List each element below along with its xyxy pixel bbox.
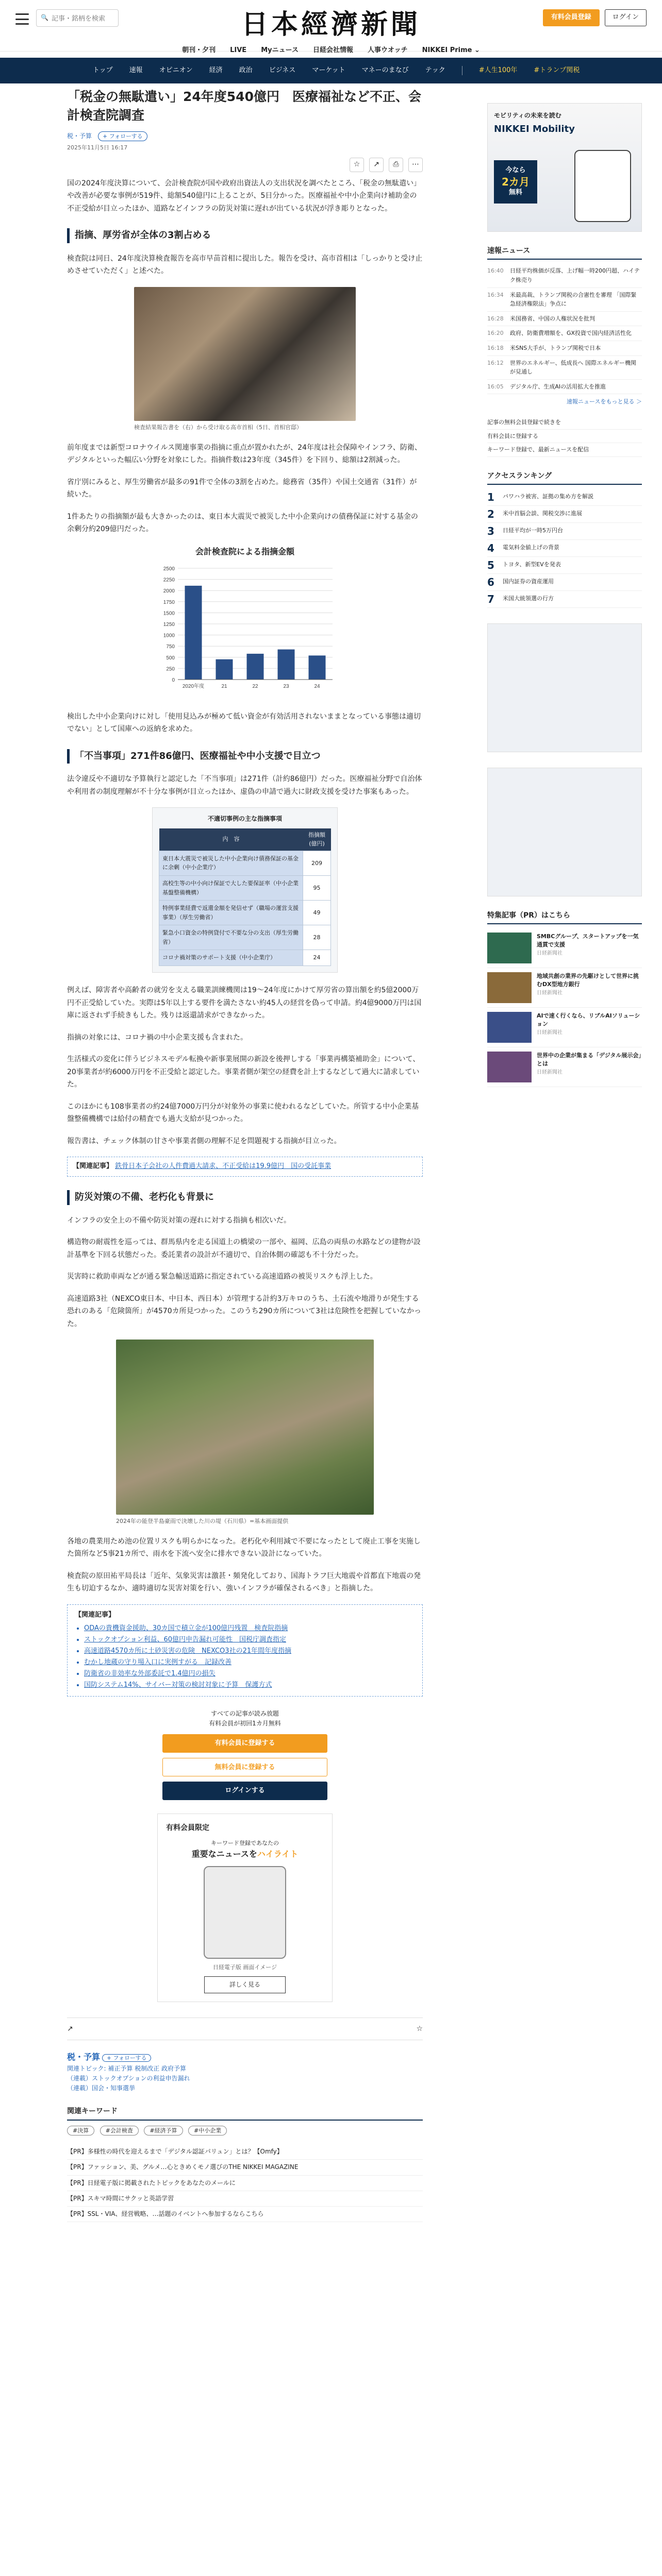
- news-more-link[interactable]: 速報ニュースをもっと見る ＞: [567, 398, 642, 405]
- rank-number: 7: [487, 593, 494, 606]
- keyword-heading: 関連キーワード: [67, 2106, 423, 2120]
- news-text: デジタル庁、生成AIの活用拡大を推進: [510, 383, 606, 390]
- feature-source: 日経新聞社: [537, 1070, 562, 1076]
- article-title: 「税金の無駄遣い」24年度540億円 医療福祉など不正、会計検査院調査: [67, 89, 421, 123]
- table-cell: 209: [303, 851, 331, 875]
- news-item[interactable]: [487, 288, 642, 312]
- paragraph: このほかにも108事業者の約24億7000万円分が対象外の事業に使われるなどしていた。所管する中小企業基盤整備機構では給付の精査でも過大支給が見つかった。: [67, 1102, 419, 1124]
- topic-follow-button[interactable]: + フォローする: [102, 2054, 152, 2062]
- ranking-item[interactable]: [487, 489, 642, 506]
- paragraph: 省庁別にみると、厚生労働省が最多の91件で全体の3割を占めた。総務省（35件）や国土交通省（31件）が続いた。: [67, 478, 417, 499]
- trial-button[interactable]: 有料会員登録: [543, 9, 600, 26]
- ranking-item[interactable]: [487, 506, 642, 523]
- y-tick-label: 2500: [163, 566, 175, 572]
- site-logo[interactable]: 日本經濟新聞: [241, 9, 421, 40]
- table-cell: 49: [303, 901, 331, 925]
- sidebar-ad[interactable]: [487, 103, 642, 232]
- paragraph: 報告書は、チェック体制の甘さや事業者側の理解不足を問題視する指摘が目立った。: [67, 1137, 341, 1145]
- paragraph: 国の2024年度決算について、会計検査院が国や政府出資法人の支出状況を調べたところ、「税金の無駄遣い」や改善が必要な事例が519件、総額540億円に上ることが、5日分かった。医療福祉や中小企業向け補助金の不正受給が目立ったほか、道路などインフラの防災対策に遅れが出ている状況が浮き彫りとなった。: [67, 179, 421, 213]
- table-head-cell: 指摘額(億円): [303, 828, 331, 851]
- ad-badge-c: 無料: [508, 188, 522, 196]
- sidebar-ad-2[interactable]: [487, 623, 642, 752]
- news-time: 16:18: [487, 344, 504, 351]
- sidebar-notices: [487, 416, 642, 457]
- related-link[interactable]: • ODAの貴機資金援助、30カ国で積立金が100億円残置 検査院指摘: [84, 1623, 415, 1634]
- findings-table: [152, 807, 338, 973]
- photo-landslide[interactable]: [116, 1340, 374, 1515]
- rank-text: パワハラ被害、証拠の集め方を解説: [503, 493, 593, 500]
- photo-ceremony[interactable]: [134, 287, 356, 421]
- photo-caption: 検査結果報告書を（右）から受け取る高市首相（5日、首相官邸）: [134, 423, 302, 431]
- pr-list: [67, 2144, 423, 2222]
- paragraph: 検査院は同日、24年度決算検査報告を高市早苗首相に提出した。報告を受け、高市首相は「しっかりと受け止めさせていただく」と述べた。: [67, 254, 423, 276]
- member-headline: [166, 1848, 324, 1861]
- y-tick-label: 250: [166, 666, 175, 672]
- free-register-button[interactable]: 無料会員に登録する: [162, 1758, 327, 1776]
- article-footer-tools: [67, 2018, 423, 2040]
- paragraph: 1件あたりの指摘額が最も大きかったのは、東日本大震災で被災した中小企業向けの債務保証に対する基金の余剰分約209億円だった。: [67, 512, 418, 534]
- article-date: 2025年11月5日 16:17: [67, 144, 128, 151]
- news-time: 16:12: [487, 359, 504, 366]
- site-header: [0, 0, 662, 52]
- bar: [309, 656, 326, 680]
- rank-text: 電気料金値上げの背景: [503, 544, 559, 551]
- paywall-login-button[interactable]: ログインする: [162, 1782, 327, 1800]
- y-tick-label: 500: [166, 655, 175, 661]
- rank-number: 3: [487, 525, 494, 538]
- topic-section: [67, 2050, 423, 2093]
- paragraph: 災害時に救助車両などが通る緊急輸送道路に指定されている高速道路の被災リスクも浮上した。: [67, 1273, 377, 1281]
- ranking-item[interactable]: [487, 591, 642, 608]
- table-header: [159, 828, 331, 851]
- ranking-item[interactable]: [487, 557, 642, 574]
- table-cell: 高校生等の中小向け保証で大した要保証率（中小企業基盤整備機構）: [159, 875, 303, 900]
- subnav-item[interactable]: 人事ウオッチ: [367, 46, 408, 54]
- news-item[interactable]: [487, 341, 642, 356]
- news-time: 16:05: [487, 383, 504, 390]
- rank-number: 5: [487, 559, 494, 572]
- y-tick-label: 2250: [163, 577, 175, 583]
- ranking-heading: アクセスランキング: [487, 470, 642, 485]
- ranking-list: [487, 489, 642, 608]
- chart-title: 会計検査院による指摘金額: [195, 546, 294, 556]
- member-subtext: キーワード登録であなたの: [211, 1839, 279, 1846]
- news-time: 16:20: [487, 330, 504, 337]
- feature-title: SMBCグループ、スタートアップを一気通貫で支援: [537, 933, 639, 948]
- feature-title: AIで速く行くなら、リブルAIソリューション: [537, 1012, 640, 1028]
- related-label: 【関連記事】: [73, 1162, 113, 1171]
- related-link[interactable]: • ストックオプション利益、60億円申告漏れ可能性 国税庁調査指定: [84, 1634, 415, 1646]
- paywall: [67, 1709, 423, 1800]
- ranking-item[interactable]: [487, 574, 642, 591]
- pr-item[interactable]: 【PR】多様性の時代を迎えるまで「デジタル認証パリュン」とは？【Omfy】: [67, 2144, 423, 2160]
- subnav-item[interactable]: LIVE: [230, 46, 247, 54]
- bar: [185, 586, 202, 680]
- x-tick-label: 21: [221, 684, 227, 690]
- member-promo: [157, 1814, 333, 2002]
- rank-text: 日経平均が一時5万円台: [503, 527, 563, 534]
- y-tick-label: 750: [166, 644, 175, 650]
- search-icon: 🔍: [41, 14, 48, 22]
- keyword-tag[interactable]: #決算: [67, 2126, 94, 2136]
- paragraph: 検査院の原田祐平局長は「近年、気象災害は激甚・頻発化しており、国海トラフ巨大地震や首都直下地震の発生も切迫するなか、適時適切な災害対策を行い、強いインフラが確保されるべき」と指摘した。: [67, 1571, 421, 1593]
- share-icon[interactable]: ↗: [369, 158, 384, 172]
- paragraph: 検出した中小企業向けに対し「使用見込みが極めて低い資金が有効活用されないままとなっている事態は適切でない」として国庫への返納を求めた。: [67, 712, 421, 734]
- photo-caption: 2024年の能登半島豪雨で決壊した川の堤（石川県）=基本画面提供: [116, 1518, 289, 1525]
- sub-navigation: [0, 45, 662, 56]
- x-tick-label: 22: [252, 684, 258, 690]
- feature-image: [487, 1012, 532, 1043]
- notice-item[interactable]: 有料会員に登録する: [487, 430, 642, 444]
- bar-chart: [152, 545, 338, 699]
- rank-number: 2: [487, 508, 494, 521]
- ad-badge-b: 2カ月: [502, 175, 529, 188]
- pr-item[interactable]: 【PR】日経電子版に掲載されたトピックをあなたのメールに: [67, 2176, 423, 2191]
- news-item[interactable]: [487, 356, 642, 380]
- related-link[interactable]: • 高速道路4570カ所に土砂災害の危険 NEXCO3社の21年間年度指摘: [84, 1646, 415, 1657]
- table-row: [159, 875, 331, 900]
- table-cell: 24: [303, 950, 331, 966]
- feature-source: 日経新聞社: [537, 990, 562, 996]
- related-list-box: [67, 1604, 423, 1697]
- table-title: 不適切事例の主な指摘事項: [207, 815, 282, 823]
- phone-mockup: [204, 1866, 286, 1959]
- save-icon[interactable]: ☆: [350, 158, 364, 172]
- member-detail-button[interactable]: 詳しく見る: [204, 1976, 286, 1993]
- x-tick-label: 24: [314, 684, 320, 690]
- news-item[interactable]: [487, 326, 642, 341]
- feature-image: [487, 972, 532, 1003]
- paragraph: インフラの安全上の不備や防災対策の遅れに対する指摘も相次いだ。: [67, 1216, 291, 1225]
- feature-title: 地域共創の業界の先駆けとして世界に挑むDX型地方銀行: [537, 973, 639, 988]
- news-text: 世界のエネルギー、低成長へ 国際エネルギー機関が見通し: [510, 359, 637, 376]
- topic-item[interactable]: （連載）ストックオプションの利益申告漏れ: [67, 2075, 190, 2082]
- news-time: 16:34: [487, 291, 504, 298]
- category-link[interactable]: 税・予算: [67, 132, 92, 140]
- nav-item[interactable]: マネーのまなび: [361, 66, 409, 74]
- paragraph: 指摘の対象には、コロナ禍の中小企業支援も含まれた。: [67, 1033, 247, 1042]
- subnav-item[interactable]: 日経会社情報: [312, 46, 353, 54]
- paragraph: 法令違反や不適切な予算執行と認定した「不当事項」は271件（計約86億円）だった。医療福祉分野で自治体や利用者の制度理解が不十分な事例が目立ったほか、虚偽の申請で過大に財政支援を受けた事案もあった。: [67, 775, 422, 796]
- news-text: 政府、防衛費増額を、GX投資で国内経済活性化: [510, 330, 632, 337]
- news-text: 米最高裁、トランプ関税の合憲性を審理 「国際緊急経済権限法」争点に: [510, 291, 637, 308]
- table: [159, 828, 331, 967]
- sidebar: [487, 103, 642, 1087]
- news-heading: 速報ニュース: [487, 245, 642, 260]
- table-cell: 特例事業経費で返還金額を発信せず（職場の運営支援事業）（厚生労働省）: [159, 901, 303, 925]
- feature-heading: 特集記事（PR）はこちら: [487, 910, 642, 924]
- ad-brand: NIKKEI Mobility: [494, 124, 575, 134]
- keyword-tag[interactable]: #会計検査: [100, 2126, 139, 2136]
- nav-item[interactable]: テック: [425, 66, 445, 74]
- keyword-tags: [67, 2125, 423, 2136]
- y-tick-label: 1750: [163, 599, 175, 605]
- table-cell: 95: [303, 875, 331, 900]
- table-cell: 28: [303, 925, 331, 950]
- topic-item[interactable]: （連載）国会・知事選挙: [67, 2084, 136, 2092]
- topic-label[interactable]: 税・予算: [67, 2052, 101, 2062]
- notice-item[interactable]: 記事の無料会員登録で続きを: [487, 416, 642, 430]
- pr-item[interactable]: 【PR】SSL・VIA、経営戦略、…話題のイベントへ参加するならこちら: [67, 2207, 423, 2222]
- y-tick-label: 1500: [163, 611, 175, 617]
- pr-item[interactable]: 【PR】ファッション、美、グルメ…心ときめくモノ選びのTHE NIKKEI MAGAZINE: [67, 2160, 423, 2175]
- paragraph: 前年度までは新型コロナウイルス関連事業の指摘に重点が置かれたが、24年度は社会保障やインフラ、防衛、デジタルといった幅広い分野を対象にした。指摘件数は23年度（345件）を下回り、総額は2割減った。: [67, 443, 422, 465]
- topic-header: [67, 2050, 423, 2064]
- feature-image: [487, 933, 532, 963]
- nav-item[interactable]: 経済: [209, 66, 223, 74]
- sidebar-ad-3[interactable]: [487, 768, 642, 896]
- topic-item[interactable]: 関連トピック: 補正予算 税制改正 政府予算: [67, 2064, 187, 2072]
- ranking-item[interactable]: [487, 540, 642, 557]
- article: [67, 88, 423, 2222]
- feature-item[interactable]: [487, 928, 642, 968]
- table-cell: 東日本大震災で被災した中小企業向け債務保証の基金に余剰（中小企業庁）: [159, 851, 303, 875]
- table-row: [159, 925, 331, 950]
- nav-item[interactable]: 政治: [239, 66, 253, 74]
- chart-svg: [152, 561, 338, 695]
- header-actions: [543, 9, 647, 26]
- y-tick-label: 0: [172, 677, 175, 684]
- related-list: [75, 1623, 415, 1691]
- subnav-item[interactable]: Myニュース: [261, 46, 299, 54]
- section-heading: 防災対策の不備、老朽化も背景に: [67, 1190, 423, 1205]
- follow-button[interactable]: + フォローする: [98, 131, 147, 142]
- paragraph: 各地の農業用ため池の位置リスクも明らかになった。老朽化や利用減で不要になったとして廃止工事を実施した箇所など5事21カ所で、雨水を下流へ安全に排水できない設計になっていた。: [67, 1537, 421, 1558]
- rank-number: 6: [487, 576, 494, 589]
- keyword-tag[interactable]: #中小企業: [188, 2126, 227, 2136]
- news-item[interactable]: [487, 380, 642, 395]
- table-cell: 緊急小口資金の特例貸付で不要な分の支出（厚生労働省）: [159, 925, 303, 950]
- table-cell: コロナ禍対策のサポート支援（中小企業庁）: [159, 950, 303, 966]
- related-link[interactable]: • 国防システム14%、サイバー対策の検討対象に予算 保護方式: [84, 1680, 415, 1691]
- photo-figure: [134, 287, 356, 432]
- table-row: [159, 901, 331, 925]
- more-icon[interactable]: ⋯: [408, 158, 423, 172]
- ad-phone-image: [574, 150, 631, 222]
- topic-list: [67, 2064, 423, 2094]
- bar: [278, 650, 295, 680]
- related-link[interactable]: • 防衛省の非効率な外部委託で1.4億円の損失: [84, 1668, 415, 1680]
- bar: [216, 659, 233, 680]
- news-item[interactable]: [487, 312, 642, 327]
- main-navigation: [0, 58, 662, 83]
- article-toolbar: [67, 158, 423, 172]
- paragraph: 高速道路3社（NEXCO東日本、中日本、西日本）が管理する計約3万キロのうち、土石流や地滑りが発生する恐れのある「危険箇所」が4570カ所見つかった。このうち290カ所について3社は危険性を把握していなかった。: [67, 1294, 421, 1328]
- related-article-box: [67, 1157, 423, 1177]
- news-text: 米国務省、中国の人権状況を批判: [510, 315, 595, 322]
- nav-item[interactable]: マーケット: [312, 66, 345, 74]
- feature-source: 日経新聞社: [537, 1030, 562, 1036]
- article-meta: [67, 131, 423, 142]
- login-button[interactable]: ログイン: [605, 9, 647, 26]
- nav-item[interactable]: オピニオン: [159, 66, 193, 74]
- nav-item[interactable]: ビジネス: [269, 66, 296, 74]
- notice-item[interactable]: キーワード登録で、最新ニュースを配信: [487, 443, 642, 457]
- feature-source: 日経新聞社: [537, 951, 562, 957]
- y-tick-label: 1000: [163, 633, 175, 639]
- paywall-text: すべての記事が読み放題 有料会員が初回1カ月無料: [209, 1710, 281, 1727]
- ad-title: モビリティの未来を読む: [494, 112, 561, 119]
- ad-badge-a: 今なら: [505, 166, 526, 174]
- related-link[interactable]: 鉄骨日本子会社の人件費過大請求、不正受給は19.9億円 国の受託事業: [115, 1162, 332, 1171]
- y-tick-label: 1250: [163, 622, 175, 628]
- subnav-item[interactable]: 朝刊・夕刊: [182, 46, 216, 54]
- bar: [247, 654, 264, 680]
- member-heading: 有料会員限定: [166, 1823, 209, 1832]
- related-label: 【関連記事】: [75, 1611, 115, 1619]
- member-headline-a: 重要なニュースを: [191, 1849, 257, 1859]
- feature-title: 世界中の企業が集まる「デジタル展示会」とは: [537, 1052, 641, 1067]
- rank-text: 国内証券の資産運用: [503, 578, 554, 585]
- ranking-item[interactable]: [487, 523, 642, 540]
- feature-image: [487, 1052, 532, 1082]
- rank-text: 米国大統領選の行方: [503, 595, 554, 602]
- rank-number: 1: [487, 491, 494, 504]
- share-icon[interactable]: ↗: [67, 2024, 73, 2033]
- table-row: [159, 851, 331, 875]
- rank-number: 4: [487, 542, 494, 555]
- subnav-item[interactable]: NIKKEI Prime ⌄: [422, 46, 480, 54]
- related-link[interactable]: • むかし地蔵の守り場入口に実例すがる 記録改善: [84, 1657, 415, 1668]
- news-text: 米SNS大手が、トランプ関税で日本: [510, 344, 601, 351]
- phone-caption: 日経電子版 画面イメージ: [212, 1964, 277, 1971]
- section-heading: 「不当事項」271件86億円、医療福祉や中小支援で目立つ: [67, 749, 423, 764]
- paragraph: 例えば、障害者や高齢者の就労を支える職業訓練機関は19〜24年度にかけて厚労省の算出額を約5億2000万円不正受給していた。実際は5年以上する要件を満たさない約45人の経営を偽って申請。約4億9000万円は国庫に返されず手続きもした。残りは返還請求ができなかった。: [67, 986, 422, 1020]
- nav-item[interactable]: 速報: [129, 66, 143, 74]
- table-row: [159, 950, 331, 966]
- feature-item[interactable]: [487, 1008, 642, 1047]
- nav-tag[interactable]: #人生100年: [478, 66, 518, 74]
- news-time: 16:28: [487, 315, 504, 322]
- y-tick-label: 2000: [163, 588, 175, 595]
- print-icon[interactable]: ⎙: [389, 158, 403, 172]
- feature-item[interactable]: [487, 1047, 642, 1087]
- feature-item[interactable]: [487, 968, 642, 1008]
- keyword-tag[interactable]: #経済予算: [144, 2126, 183, 2136]
- news-list: [487, 264, 642, 394]
- nav-item[interactable]: トップ: [93, 66, 113, 74]
- table-head-cell: 内 容: [159, 828, 303, 851]
- paid-register-button[interactable]: 有料会員に登録する: [162, 1734, 327, 1753]
- rank-text: 米中首脳会談、関税交渉に進展: [503, 510, 582, 517]
- ad-badge: [494, 160, 537, 204]
- keyword-section: [67, 2106, 423, 2222]
- x-tick-label: 23: [283, 684, 289, 690]
- section-heading: 指摘、厚労省が全体の3割占める: [67, 228, 423, 243]
- pr-item[interactable]: 【PR】スキマ時間にサクッと英語学習: [67, 2191, 423, 2207]
- photo-figure: [116, 1340, 374, 1526]
- paragraph: 構造物の耐震性を巡っては、群馬県内を走る国道上の橋梁の一部や、福岡、広島の両県の水路などの建物が設計基準を下回る状態だった。委託業者の設計が不適切で、自治体側の確認も不十分だった。: [67, 1238, 421, 1259]
- member-headline-b: ハイライト: [257, 1849, 299, 1859]
- save-icon[interactable]: ☆: [416, 2024, 423, 2033]
- x-tick-label: 2020年度: [182, 684, 205, 690]
- paragraph: 生活様式の変化に伴うビジネスモデル転換や新事業展開の新設を後押しする「事業再構築補助金」について、20事業者が約6000万円を不正受給と認定した。事業者側が架空の経費を計上するなどして過大に請求していた。: [67, 1055, 420, 1089]
- news-time: 16:40: [487, 267, 504, 275]
- news-text: 日経平均株価が反落、上げ幅一時200円超、ハイテク株売り: [510, 267, 640, 283]
- nav-tag[interactable]: #トランプ関税: [534, 66, 580, 74]
- rank-text: トヨタ、新型EVを発表: [503, 561, 561, 568]
- news-item[interactable]: [487, 264, 642, 287]
